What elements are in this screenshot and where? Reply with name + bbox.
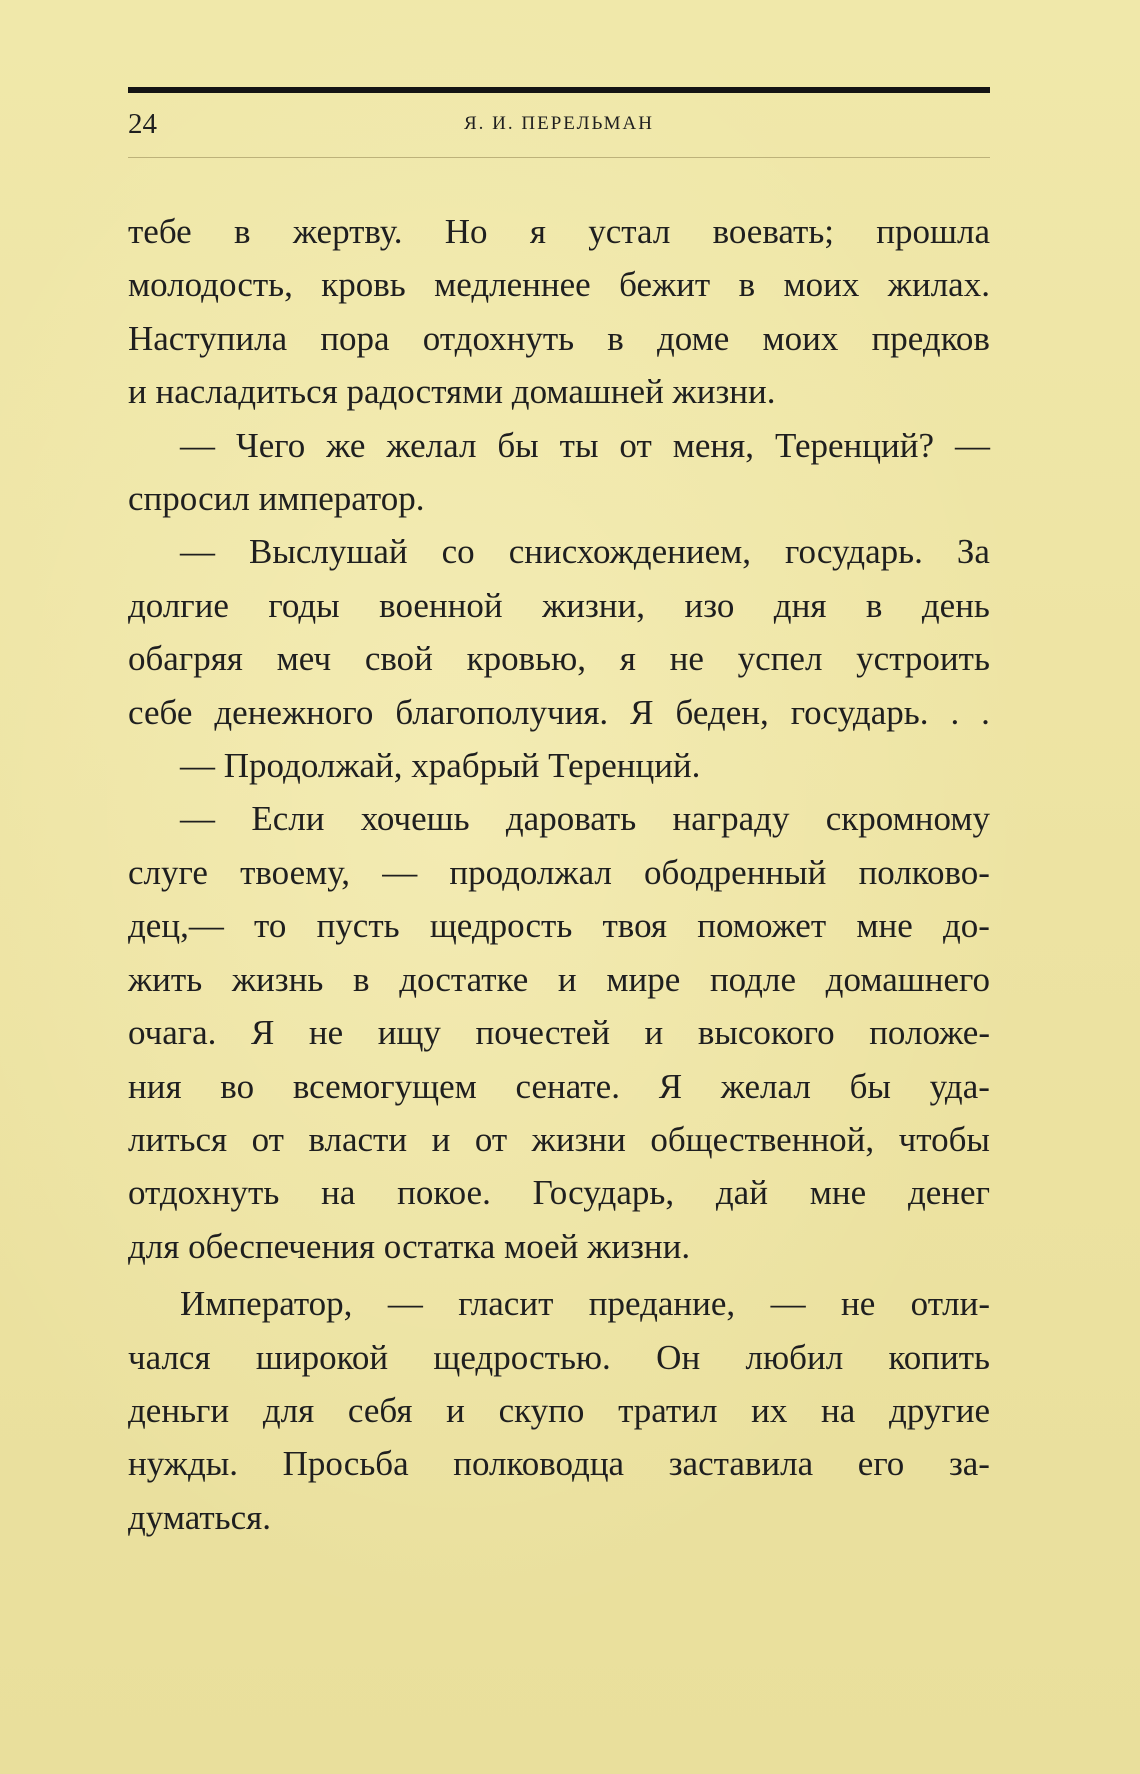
text-line: — Продолжай, храбрый Теренций. <box>180 746 701 786</box>
text-line: — Чего же желал бы ты от меня, Теренций? — <box>180 425 990 465</box>
text-line: литься от власти и от жизни общественной, чтобы <box>128 1119 990 1159</box>
text-line: думаться. <box>128 1497 272 1537</box>
text-line: слуге твоему, — продолжал ободренный полково- <box>128 852 990 892</box>
text-line: ния во всемогущем сенате. Я желал бы уда- <box>128 1066 990 1106</box>
page-number: 24 <box>128 108 157 140</box>
text-line: жить жизнь в достатке и мире подле домашнего <box>128 959 990 999</box>
page-header <box>128 106 990 146</box>
running-head: Я. И. ПЕРЕЛЬМАН <box>463 113 654 134</box>
text-line: отдохнуть на покое. Государь, дай мне денег <box>128 1173 990 1213</box>
text-line: спросил император. <box>128 479 425 519</box>
header-bottom-rule <box>128 157 990 158</box>
text-line: молодость, кровь медленнее бежит в моих жилах. <box>128 265 990 305</box>
text-line: — Если хочешь даровать награду скромному <box>180 799 990 839</box>
text-line: дец,— то пусть щедрость твоя поможет мне до- <box>128 906 990 946</box>
text-line: — Выслушай со снисхождением, государь. За <box>180 532 990 572</box>
text-line: долгие годы военной жизни, изо дня в день <box>128 585 990 625</box>
text-line: чался широкой щедростью. Он любил копить <box>128 1337 990 1377</box>
text-line: для обеспечения остатка моей жизни. <box>128 1226 691 1266</box>
text-line: обагряя меч свой кровью, я не успел устроить <box>128 639 990 679</box>
body-text <box>128 205 990 1544</box>
header-top-rule <box>128 87 990 93</box>
text-line: нужды. Просьба полководца заставила его за- <box>128 1444 990 1484</box>
text-line: себе денежного благополучия. Я беден, государь. . . <box>128 692 990 732</box>
text-line: деньги для себя и скупо тратил их на другие <box>128 1390 990 1430</box>
text-line: очага. Я не ищу почестей и высокого положе- <box>128 1013 990 1053</box>
text-line: тебе в жертву. Но я устал воевать; прошла <box>128 212 990 251</box>
text-line: Наступила пора отдохнуть в доме моих предков <box>128 318 990 358</box>
text-line: Император, — гласит предание, — не отли- <box>180 1284 990 1324</box>
text-line: и насладиться радостями домашней жизни. <box>128 372 776 412</box>
